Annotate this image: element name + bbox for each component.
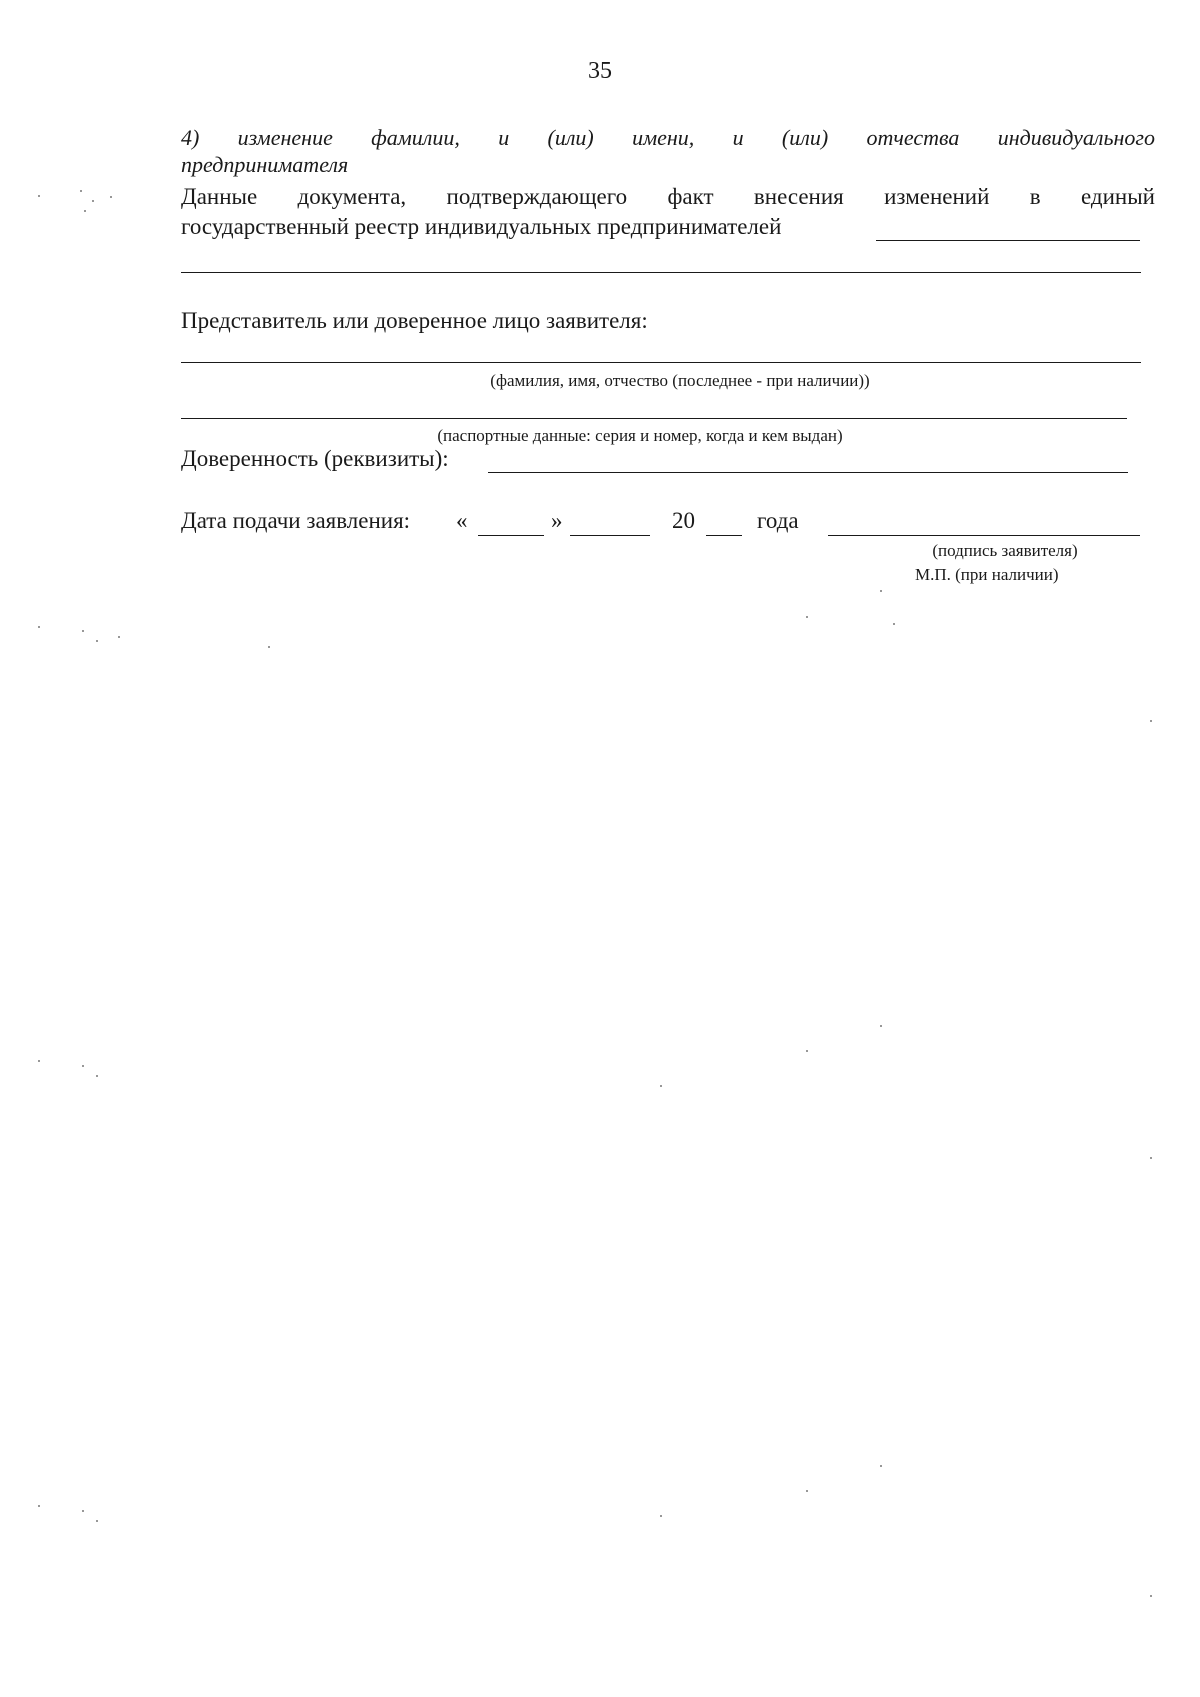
year-prefix: 20: [672, 508, 695, 533]
representative-name-caption: (фамилия, имя, отчество (последнее - при наличии)): [490, 371, 870, 390]
day-quote-open: «: [456, 508, 468, 533]
section-heading-continuation: предпринимателя: [181, 152, 349, 177]
section-heading: 4) изменение фамилии, и (или) имени, и (или) отчества индивидуального: [181, 125, 1155, 150]
power-of-attorney-field[interactable]: [488, 472, 1128, 473]
registry-label: государственный реестр индивидуальных предпринимателей: [181, 214, 782, 239]
year-field[interactable]: [706, 535, 742, 536]
registry-data-field-line2[interactable]: [181, 272, 1141, 273]
stamp-caption: М.П. (при наличии): [915, 565, 1059, 584]
submission-date-label: Дата подачи заявления:: [181, 508, 411, 533]
passport-data-caption: (паспортные данные: серия и номер, когда и кем выдан): [437, 426, 843, 445]
registry-data-field[interactable]: [876, 240, 1140, 241]
page-number: 35: [588, 58, 612, 84]
document-data-label: Данные документа, подтверждающего факт внесения изменений в единый: [181, 184, 1155, 209]
representative-name-field[interactable]: [181, 362, 1141, 363]
signature-caption: (подпись заявителя): [932, 541, 1078, 560]
power-of-attorney-label: Доверенность (реквизиты):: [181, 446, 449, 471]
representative-label: Представитель или доверенное лицо заявителя:: [181, 308, 648, 333]
month-field[interactable]: [570, 535, 650, 536]
signature-field[interactable]: [828, 535, 1140, 536]
day-quote-close: »: [551, 508, 563, 533]
year-suffix: года: [757, 508, 799, 533]
passport-data-field[interactable]: [181, 418, 1127, 419]
day-field[interactable]: [478, 535, 544, 536]
